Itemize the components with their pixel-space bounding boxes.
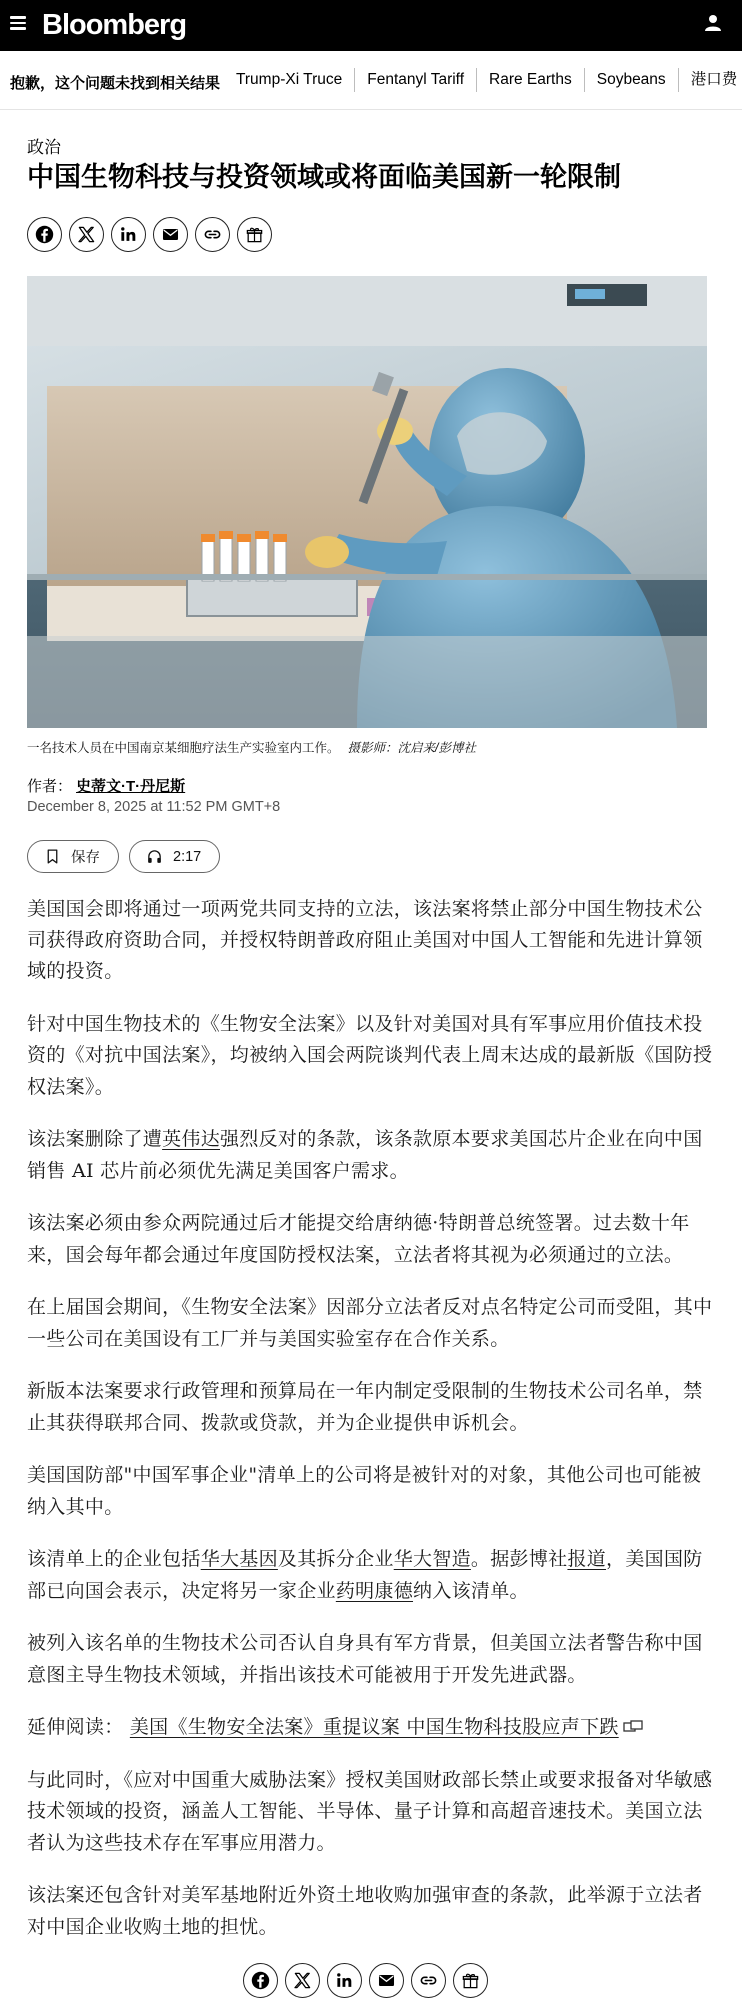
trending-item-port-fees[interactable]: 港口费 xyxy=(678,68,742,92)
author-link[interactable]: 史蒂文·T·丹尼斯 xyxy=(76,778,186,795)
paragraph-12: 该法案还包含针对美军基地附近外资土地收购加强审查的条款，此举源于立法者对中国企业收购土地的担忧。 xyxy=(27,1884,703,1938)
share-x-button[interactable] xyxy=(69,217,104,252)
x-icon xyxy=(293,1971,312,1990)
headphones-icon xyxy=(146,848,163,865)
facebook-icon xyxy=(251,1971,270,1990)
trending-item-soybeans[interactable]: Soybeans xyxy=(584,68,678,92)
further-reading-label: 延伸阅读： xyxy=(27,1716,124,1739)
p3-text-a: 该法案删除了遭 xyxy=(27,1128,163,1151)
photo-credit: 摄影师：沈启来/彭博社 xyxy=(347,741,476,755)
paragraph-7: 美国国防部"中国军事企业"清单上的公司将是被针对的对象，其他公司也可能被纳入其中。 xyxy=(27,1464,702,1518)
user-icon[interactable] xyxy=(704,14,722,32)
email-icon xyxy=(161,225,180,244)
paragraph-2: 针对中国生物技术的《生物安全法案》以及针对美国对具有军事应用价值技术投资的《对抗中国法案》，均被纳入国会两院谈判代表上周末达成的最新版《国防授权法案》。 xyxy=(27,1013,713,1098)
byline xyxy=(27,775,185,796)
article-headline: 中国生物科技与投资领域或将面临美国新一轮限制 xyxy=(27,162,621,192)
hero-image-lab-technician xyxy=(27,276,707,728)
nvidia-link[interactable]: 英伟达 xyxy=(162,1128,221,1151)
byline-prefix: 作者： xyxy=(27,778,73,795)
paragraph-6: 新版本法案要求行政管理和预算局在一年内制定受限制的生物技术公司名单，禁止其获得联邦合同、拨款或贷款，并为企业提供申诉机会。 xyxy=(27,1380,703,1434)
p8-text-e: 纳入该清单。 xyxy=(413,1579,529,1602)
share-linkedin-button[interactable] xyxy=(111,217,146,252)
gift-icon xyxy=(245,225,264,244)
bgi-genomics-link[interactable]: 华大基因 xyxy=(200,1548,278,1571)
hamburger-icon[interactable] xyxy=(10,16,26,30)
paragraph-8 xyxy=(27,1544,713,1606)
article-actions xyxy=(27,840,220,873)
trending-item-fentanyl-tariff[interactable]: Fentanyl Tariff xyxy=(354,68,476,92)
trending-label: 抱歉，这个问题未找到相关结果 xyxy=(10,75,221,92)
share-toolbar-top xyxy=(27,217,272,252)
paragraph-3 xyxy=(27,1124,713,1186)
bloomberg-logo[interactable]: Bloomberg xyxy=(42,9,187,41)
share-facebook-button-bottom[interactable] xyxy=(243,1963,278,1998)
trending-strip xyxy=(0,51,742,110)
mgi-tech-link[interactable]: 华大智造 xyxy=(393,1548,471,1571)
paragraph-10 xyxy=(27,1712,713,1743)
link-icon xyxy=(203,225,222,244)
share-x-button-bottom[interactable] xyxy=(285,1963,320,1998)
save-label: 保存 xyxy=(71,850,100,866)
image-caption xyxy=(27,738,476,756)
article-kicker[interactable]: 政治 xyxy=(27,138,61,157)
share-toolbar-bottom xyxy=(243,1963,488,1998)
paragraph-4: 该法案必须由参众两院通过后才能提交给唐纳德·特朗普总统签署。过去数十年来，国会每年都会通过年度国防授权法案，立法者将其视为必须通过的立法。 xyxy=(27,1212,690,1266)
paragraph-9: 被列入该名单的生物技术公司否认自身具有军方背景，但美国立法者警告称中国意图主导生物技术领域，并指出该技术可能被用于开发先进武器。 xyxy=(27,1632,703,1686)
p8-text-a: 该清单上的企业包括 xyxy=(27,1548,201,1571)
paragraph-11: 与此同时，《应对中国重大威胁法案》授权美国财政部长禁止或要求报备对华敏感技术领域的投资，涵盖人工智能、半导体、量子计算和高超音速技术。美国立法者认为这些技术存在军事应用潜力。 xyxy=(27,1769,713,1854)
report-link[interactable]: 报道 xyxy=(567,1548,607,1571)
facebook-icon xyxy=(35,225,54,244)
publish-date: December 8, 2025 at 11:52 PM GMT+8 xyxy=(27,799,281,815)
email-icon xyxy=(377,1971,396,1990)
bookmark-icon xyxy=(44,848,61,865)
linkedin-icon xyxy=(335,1971,354,1990)
share-email-button[interactable] xyxy=(153,217,188,252)
wuxi-apptec-link[interactable]: 药明康德 xyxy=(335,1579,414,1602)
article-body xyxy=(27,894,713,1964)
trending-item-rare-earths[interactable]: Rare Earths xyxy=(476,68,584,92)
p8-text-d: ，美国国防部已向国会表示，决定将另一家企业 xyxy=(27,1548,703,1602)
copy-link-button-bottom[interactable] xyxy=(411,1963,446,1998)
share-facebook-button[interactable] xyxy=(27,217,62,252)
share-email-button-bottom[interactable] xyxy=(369,1963,404,1998)
copy-link-button[interactable] xyxy=(195,217,230,252)
link-icon xyxy=(419,1971,438,1990)
x-icon xyxy=(77,225,96,244)
caption-text: 一名技术人员在中国南京某细胞疗法生产实验室内工作。 xyxy=(27,741,340,755)
linkedin-icon xyxy=(119,225,138,244)
p8-text-c: 。据彭博社 xyxy=(470,1548,568,1571)
top-nav-bar xyxy=(0,0,742,51)
listen-duration: 2:17 xyxy=(173,848,202,865)
paragraph-1: 美国国会即将通过一项两党共同支持的立法，该法案将禁止部分中国生物技术公司获得政府资助合同，并授权特朗普政府阻止美国对中国人工智能和先进计算领域的投资。 xyxy=(27,898,703,983)
gift-article-button[interactable] xyxy=(237,217,272,252)
p8-text-b: 及其拆分企业 xyxy=(277,1548,394,1571)
external-link-icon xyxy=(623,1720,643,1734)
paragraph-5: 在上届国会期间，《生物安全法案》因部分立法者反对点名特定公司而受阻，其中一些公司在美国设有工厂并与美国实验室存在合作关系。 xyxy=(27,1296,713,1350)
trending-items xyxy=(224,62,742,98)
p3-text-b: 强烈反对的条款，该条款原本要求美国芯片企业在向中国销售 AI 芯片前必须优先满足美国客户需求。 xyxy=(27,1128,703,1182)
share-linkedin-button-bottom[interactable] xyxy=(327,1963,362,1998)
trending-item-trump-xi-truce[interactable]: Trump-Xi Truce xyxy=(236,71,343,88)
further-reading-link[interactable]: 美国《生物安全法案》重提议案 中国生物科技股应声下跌 xyxy=(129,1716,619,1739)
save-button[interactable] xyxy=(27,840,119,873)
gift-article-button-bottom[interactable] xyxy=(453,1963,488,1998)
listen-button[interactable] xyxy=(129,840,220,873)
gift-icon xyxy=(461,1971,480,1990)
